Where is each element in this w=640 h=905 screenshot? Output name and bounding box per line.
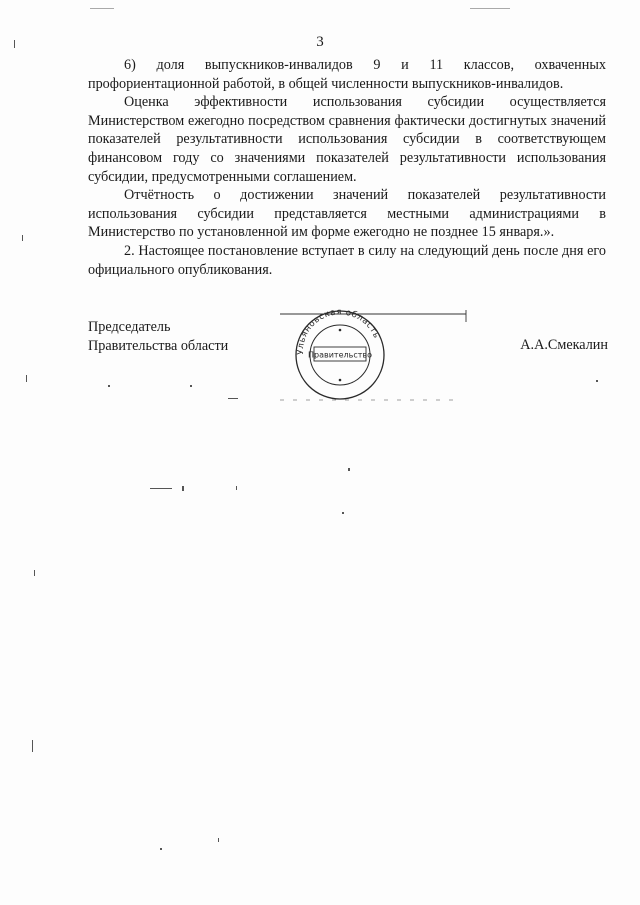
scan-speck xyxy=(182,486,184,491)
paragraph-graduates-share: 6) доля выпускников-инвалидов 9 и 11 классов, охваченных профориентационной работой, в общей численности выпускников-инвалидов. xyxy=(88,57,606,92)
scan-speck xyxy=(342,512,344,514)
seal-inner-text: Правительство xyxy=(308,350,372,360)
official-seal-stamp xyxy=(280,300,480,410)
paragraph-reporting: Отчётность о достижении значений показателей результативности использования субсидии представляется местными администрациями в Министерство по установленной им форме ежегодно не позднее 15 января.». xyxy=(88,187,606,241)
page-number: 3 xyxy=(316,34,324,50)
scan-speck xyxy=(108,385,110,387)
seal-outer-text: Ульяновская область xyxy=(295,307,382,355)
signatory-position-line1: Председатель xyxy=(88,319,171,335)
document-body xyxy=(88,56,606,279)
scan-speck xyxy=(26,375,27,382)
scan-speck xyxy=(190,385,192,387)
scan-speck xyxy=(32,740,33,752)
signatory-position-line2: Правительства области xyxy=(88,337,229,354)
signatory-position xyxy=(88,318,228,355)
paragraph-efficiency-assessment: Оценка эффективности использования субсидии осуществляется Министерством ежегодно посредством сравнения фактически достигнутых значений показателей результативности использования субсидии в соответствующем финансовом году со значениями показателей результативности использования субсидии, предусмотренными соглашением. xyxy=(88,94,606,185)
scan-speck xyxy=(228,398,238,399)
scan-speck xyxy=(22,235,23,241)
scan-speck xyxy=(348,468,350,471)
paragraph-entry-into-force: 2. Настоящее постановление вступает в силу на следующий день после дня его официального опубликования. xyxy=(88,242,606,278)
scan-speck xyxy=(150,488,172,489)
scan-speck xyxy=(34,570,35,576)
signatory-name: А.А.Смекалин xyxy=(520,337,608,353)
scan-speck xyxy=(90,8,114,9)
scan-speck xyxy=(596,380,598,382)
scan-speck xyxy=(218,838,219,842)
scan-speck xyxy=(14,40,15,48)
scan-speck xyxy=(470,8,510,9)
scan-speck xyxy=(160,848,162,850)
scan-speck xyxy=(236,486,237,490)
